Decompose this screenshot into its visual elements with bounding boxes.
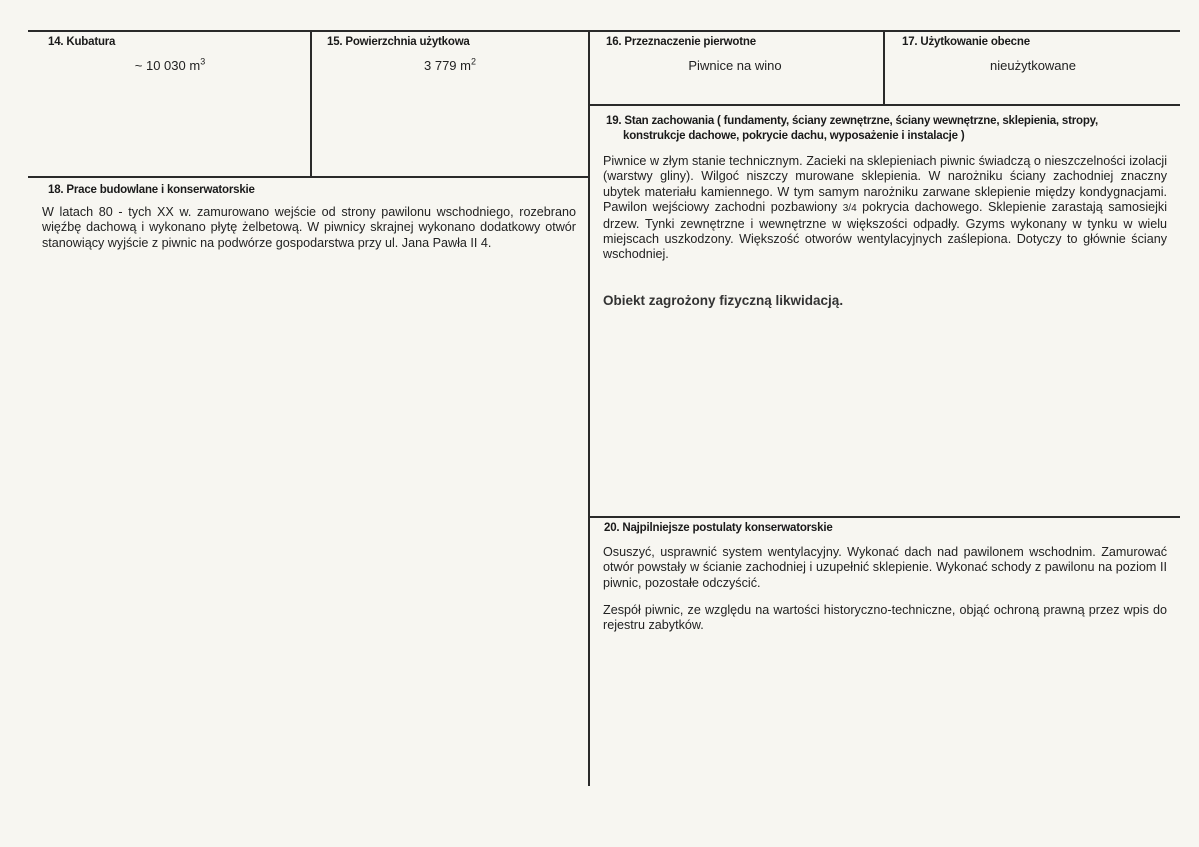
stan-text-part2: pokrycia dachowego. Sklepienie zarastają samosiejki drzew. Tynki zewnętrzne i wewnętrzne w większości odpadły. Gzyms wykonany w tynku w wielu miejscach uszkodzony. Większość otworów wentylacyjnych zaślepiona. Dotyczy to głównie ściany wschodniej. — [603, 200, 1168, 262]
divider-16-17 — [883, 30, 885, 105]
powierzchnia-exponent: 2 — [470, 56, 476, 67]
przeznaczenie-value: Piwnice na wino — [688, 58, 782, 73]
center-divider — [588, 30, 590, 786]
postulaty-text-1: Osuszyć, usprawnić system wentylacyjny. Wykonać dach nad pawilonem wschodnim. Zamurować otwór powstały w ścianie zachodniej i uzupełnić sklepienie. Wykonać schody z pawilonu na poziom II piwnic, pozostałe odczyścić. — [603, 545, 1167, 590]
postulaty-label: 20. Najpilniejsze postulaty konserwatorskie — [604, 522, 833, 534]
prace-label: 18. Prace budowlane i konserwatorskie — [48, 184, 255, 196]
stan-fraction: 3/4 — [842, 203, 857, 215]
kubatura-number: ~ 10 030 m — [134, 58, 201, 73]
uzytkowanie-value: nieużytkowane — [990, 58, 1076, 73]
kubatura-exponent: 3 — [200, 56, 206, 67]
kubatura-label: 14. Kubatura — [48, 36, 116, 48]
stan-label-line2: konstrukcje dachowe, pokrycie dachu, wyposażenie i instalacje ) — [623, 130, 965, 142]
przeznaczenie-label: 16. Przeznaczenie pierwotne — [606, 36, 756, 48]
divider-right-20 — [589, 516, 1180, 518]
prace-text: W latach 80 - tych XX w. zamurowano wejście od strony pawilonu wschodniego, rozebrano więźbę dachową i wykonano płytę żelbetową. W piwnicy skrajnej wykonano dodatkowy otwór stanowiący wyjście z piwnic na podwórze gospodarstwa przy ul. Jana Pawła II 4. — [42, 205, 576, 250]
powierzchnia-number: 3 779 m — [424, 58, 471, 73]
stan-label-line1: 19. Stan zachowania ( fundamenty, ściany zewnętrzne, ściany wewnętrzne, sklepienia, stropy, — [606, 115, 1099, 127]
powierzchnia-value — [340, 58, 560, 73]
stan-text-part1: Piwnice w złym stanie technicznym. Zacieki na sklepieniach piwnic świadczą o nieszczelności izolacji (warstwy gliny). Wilgoć niszczy murowane sklepienia. W narożniku ściany zachodniej znaczny ubytek materiału kamiennego. W tym samym narożniku zarwane sklepienie między kondygnacjami. Pawilon wejściowy zachodni pozbawiony — [603, 154, 1167, 215]
stan-text — [603, 154, 1167, 263]
kubatura-value — [60, 58, 280, 73]
divider-top-right — [589, 104, 1180, 106]
top-border — [28, 30, 1180, 32]
postulaty-text-2: Zespół piwnic, ze względu na wartości historyczno-techniczne, objąć ochroną prawną przez wpis do rejestru zabytków. — [603, 603, 1167, 633]
divider-14-15 — [310, 30, 312, 177]
uzytkowanie-label: 17. Użytkowanie obecne — [902, 36, 1030, 48]
divider-left-18 — [28, 176, 589, 178]
stan-warning: Obiekt zagrożony fizyczną likwidacją. — [603, 293, 844, 308]
powierzchnia-label: 15. Powierzchnia użytkowa — [327, 36, 470, 48]
